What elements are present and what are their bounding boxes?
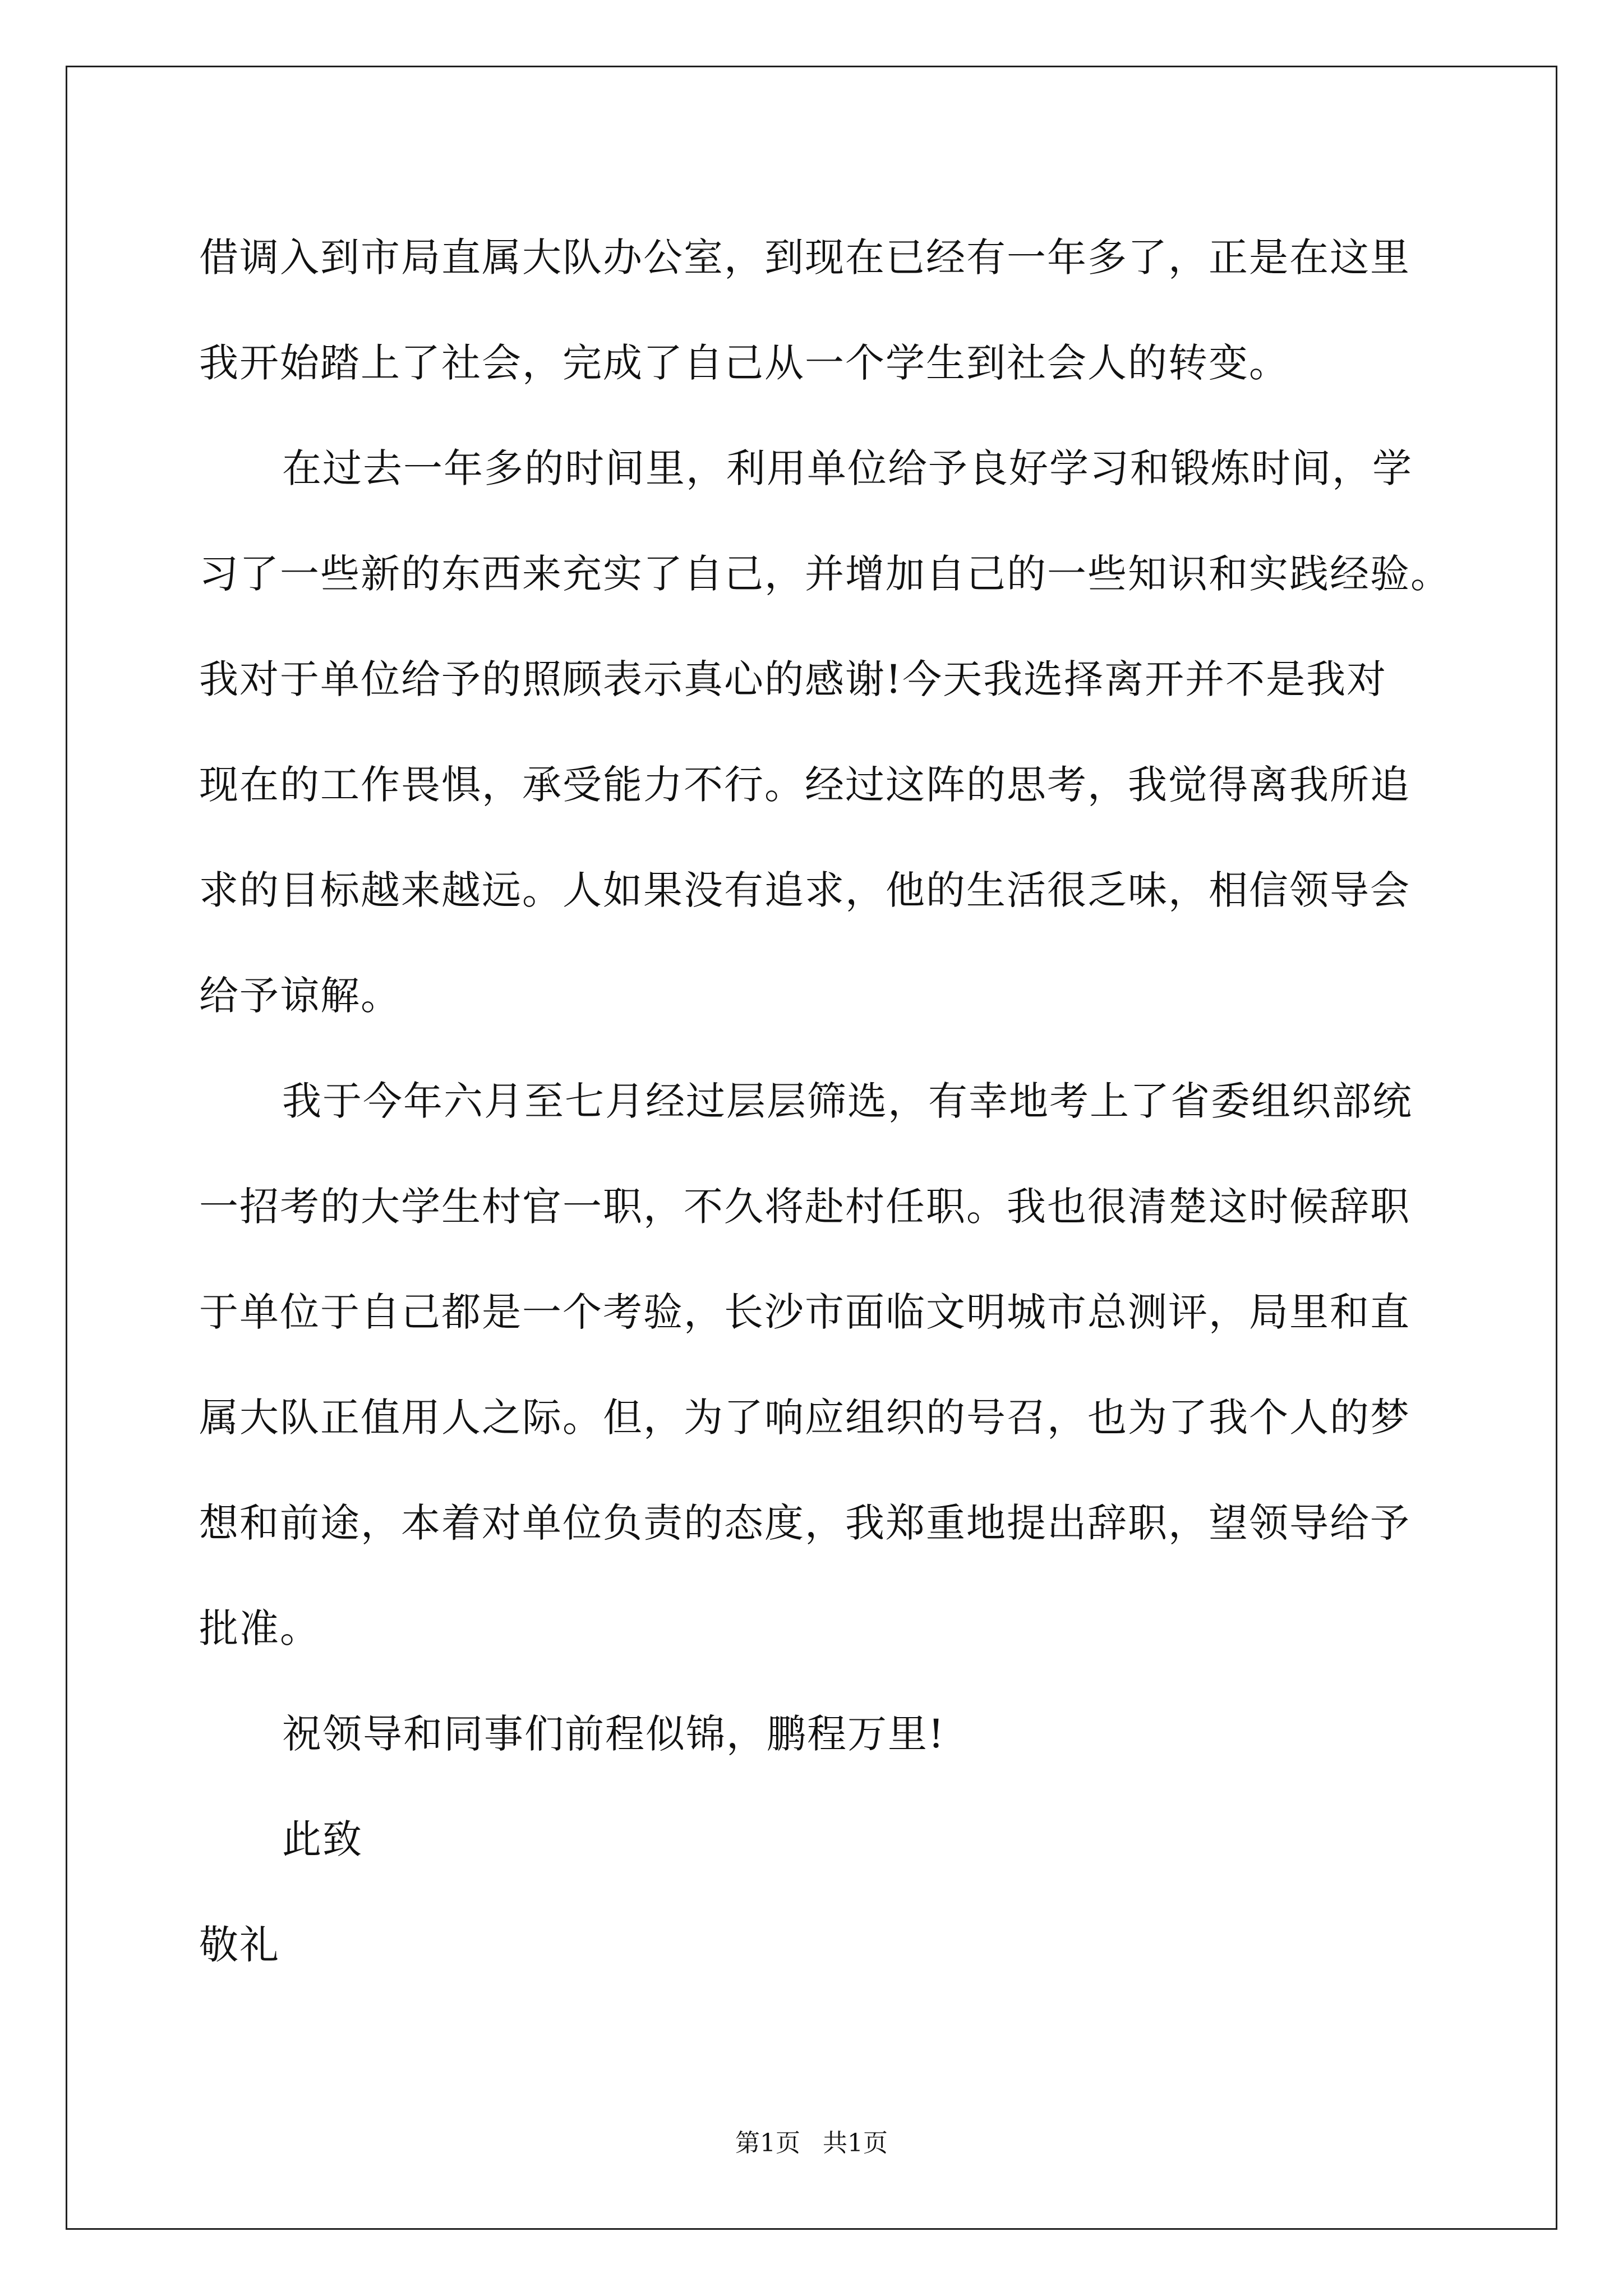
page-number-current: 第1页 (735, 2129, 800, 2157)
paragraph-line: 于单位于自己都是一个考验，长沙市面临文明城市总测评，局里和直 (199, 1289, 1410, 1335)
salutation-line: 此致 (282, 1816, 363, 1862)
salutation-line: 敬礼 (199, 1922, 280, 1968)
paragraph-line: 属大队正值用人之际。但，为了响应组织的号召，也为了我个人的梦 (199, 1395, 1410, 1441)
paragraph-line: 一招考的大学生村官一职，不久将赴村任职。我也很清楚这时候辞职 (199, 1184, 1410, 1230)
paragraph-line: 我于今年六月至七月经过层层筛选，有幸地考上了省委组织部统 (282, 1078, 1413, 1124)
closing-wish-line: 祝领导和同事们前程似锦，鹏程万里! (282, 1711, 946, 1757)
document-body (199, 205, 1489, 1998)
paragraph-line: 给予谅解。 (199, 973, 401, 1019)
paragraph-line: 求的目标越来越远。人如果没有追求，他的生活很乏味，相信领导会 (199, 867, 1410, 913)
page-footer (0, 2123, 1623, 2159)
paragraph-line: 在过去一年多的时间里，利用单位给予良好学习和锻炼时间，学 (282, 445, 1413, 491)
paragraph-line: 现在的工作畏惧，承受能力不行。经过这阵的思考，我觉得离我所追 (199, 762, 1410, 808)
paragraph-line: 批准。 (199, 1605, 320, 1651)
paragraph-line: 我开始踏上了社会，完成了自己从一个学生到社会人的转变。 (199, 340, 1289, 386)
page-number-total: 共1页 (823, 2129, 888, 2157)
paragraph-line: 我对于单位给予的照顾表示真心的感谢!今天我选择离开并不是我对 (199, 656, 1387, 702)
paragraph-line: 借调入到市局直属大队办公室，到现在已经有一年多了，正是在这里 (199, 234, 1410, 280)
paragraph-line: 想和前途，本着对单位负责的态度，我郑重地提出辞职，望领导给予 (199, 1500, 1410, 1546)
paragraph-line: 习了一些新的东西来充实了自己，并增加自己的一些知识和实践经验。 (199, 551, 1451, 597)
